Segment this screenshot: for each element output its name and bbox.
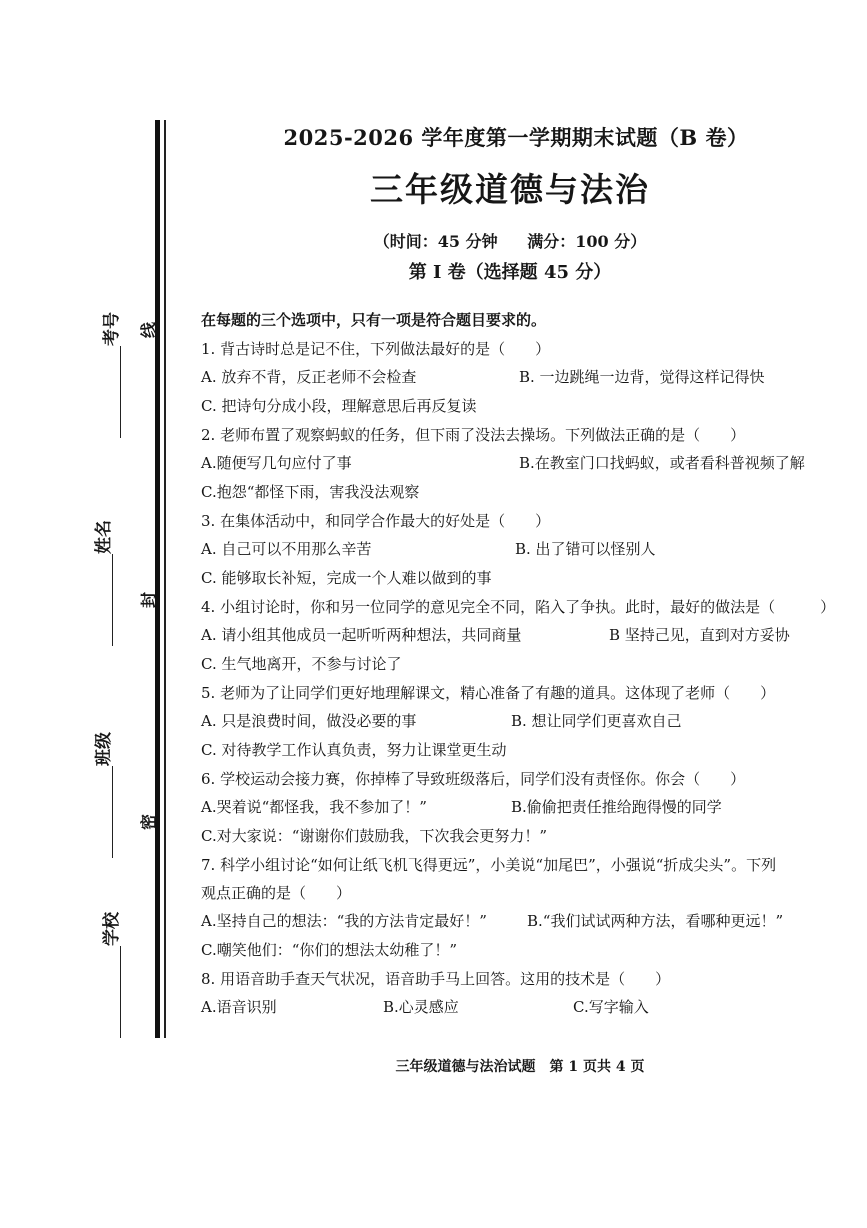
question-3-options: [201, 538, 851, 567]
question-3-options-2: [201, 567, 851, 596]
option-b[interactable]: B. 想让同学们更喜欢自己: [511, 712, 682, 730]
school-field: [100, 840, 124, 1040]
question-1-options-2: [201, 395, 851, 424]
class-label: 班级: [94, 732, 114, 766]
exam-title: 三年级道德与法治: [370, 170, 650, 209]
option-c[interactable]: C.写字输入: [573, 998, 649, 1016]
section-heading: 第 I 卷（选择题 45 分）: [408, 262, 612, 283]
question-8-stem: 8. 用语音助手查天气状况，语音助手马上回答。这用的技术是（ ）: [201, 970, 671, 988]
name-label: 姓名: [94, 520, 114, 554]
exam-subtitle: 2025-2026 学年度第一学期期末试题（B 卷）: [283, 125, 749, 150]
question-4-options: [201, 624, 851, 653]
option-b[interactable]: B. 出了错可以怪别人: [515, 540, 656, 558]
page-footer: 三年级道德与法治试题 第 1 页共 4 页: [395, 1059, 645, 1075]
school-label: 学校: [102, 912, 122, 946]
seal-mark-seal: 封: [139, 591, 158, 608]
question-list: [201, 309, 851, 1025]
option-a[interactable]: A.语音识别: [201, 998, 277, 1016]
option-b[interactable]: B.在教室门口找蚂蚁，或者看科普视频了解: [519, 454, 805, 472]
question-7-stem-continued: 观点正确的是（ ）: [201, 884, 352, 902]
question-3-stem: 3. 在集体活动中，和同学合作最大的好处是（ ）: [201, 512, 551, 530]
instruction-text: 在每题的三个选项中，只有一项是符合题目要求的。: [201, 311, 547, 329]
school-blank: [104, 946, 121, 1038]
option-a[interactable]: A.坚持自己的想法：“我的方法肯定最好！”: [201, 912, 487, 930]
option-a[interactable]: A. 自己可以不用那么辛苦: [201, 540, 372, 558]
question-6-stem: 6. 学校运动会接力赛，你掉棒了导致班级落后，同学们没有责怪你。你会（ ）: [201, 770, 746, 788]
seal-mark-line: 线: [139, 321, 158, 338]
exam-number-field: [100, 240, 124, 440]
option-a[interactable]: A. 只是浪费时间，做没必要的事: [201, 712, 417, 730]
option-a[interactable]: A.哭着说“都怪我，我不参加了！”: [201, 798, 427, 816]
question-2-stem: 2. 老师布置了观察蚂蚁的任务，但下雨了没法去操场。下列做法正确的是（ ）: [201, 426, 746, 444]
option-c[interactable]: C. 把诗句分成小段，理解意思后再反复读: [201, 397, 477, 415]
question-5-stem: 5. 老师为了让同学们更好地理解课文，精心准备了有趣的道具。这体现了老师（ ）: [201, 684, 776, 702]
question-5-options-2: [201, 739, 851, 768]
option-c[interactable]: C.对大家说：“谢谢你们鼓励我，下次我会更努力！”: [201, 827, 548, 845]
question-1-stem: 1. 背古诗时总是记不住，下列做法最好的是（ ）: [201, 340, 551, 358]
question-6-options-2: [201, 825, 851, 854]
option-b[interactable]: B.“我们试试两种方法，看哪种更远！”: [527, 912, 784, 930]
option-b[interactable]: B.心灵感应: [383, 998, 459, 1016]
question-2-options-2: [201, 481, 851, 510]
question-6-options: [201, 796, 851, 825]
question-4-stem: 4. 小组讨论时，你和另一位同学的意见完全不同，陷入了争执。此时，最好的做法是（ ）: [201, 598, 836, 616]
option-c[interactable]: C. 生气地离开，不参与讨论了: [201, 655, 402, 673]
exam-meta: [200, 229, 820, 252]
seal-mark-secret: 密: [139, 813, 158, 830]
question-5-options: [201, 710, 851, 739]
exam-time: （时间：45 分钟: [373, 232, 498, 251]
name-field: [92, 448, 116, 648]
question-7-options-2: [201, 939, 851, 968]
binding-line-thin: [164, 120, 166, 1038]
question-4-options-2: [201, 653, 851, 682]
exam-number-blank: [104, 346, 121, 438]
option-b[interactable]: B. 一边跳绳一边背，觉得这样记得快: [519, 368, 765, 386]
option-b[interactable]: B 坚持己见，直到对方妥协: [609, 626, 790, 644]
question-8-options: [201, 996, 851, 1025]
option-c[interactable]: C.抱怨“都怪下雨，害我没法观察: [201, 483, 420, 501]
exam-number-label: 考号: [102, 312, 122, 346]
question-7-stem: 7. 科学小组讨论“如何让纸飞机飞得更远”，小美说“加尾巴”，小强说“折成尖头”。下列: [201, 856, 777, 874]
binding-line-thick: [155, 120, 160, 1038]
option-a[interactable]: A. 放弃不背，反正老师不会检查: [201, 368, 417, 386]
option-c[interactable]: C. 能够取长补短，完成一个人难以做到的事: [201, 569, 492, 587]
option-c[interactable]: C.嘲笑他们：“你们的想法太幼稚了！”: [201, 941, 458, 959]
option-b[interactable]: B.偷偷把责任推给跑得慢的同学: [511, 798, 722, 816]
question-2-options: [201, 452, 851, 481]
option-a[interactable]: A.随便写几句应付了事: [201, 454, 352, 472]
name-blank: [96, 554, 113, 646]
option-a[interactable]: A. 请小组其他成员一起听听两种想法，共同商量: [201, 626, 522, 644]
question-7-options: [201, 910, 851, 939]
option-c[interactable]: C. 对待教学工作认真负责，努力让课堂更生动: [201, 741, 507, 759]
exam-score: 满分：100 分）: [527, 232, 647, 251]
question-1-options: [201, 366, 851, 395]
class-field: [92, 660, 116, 860]
